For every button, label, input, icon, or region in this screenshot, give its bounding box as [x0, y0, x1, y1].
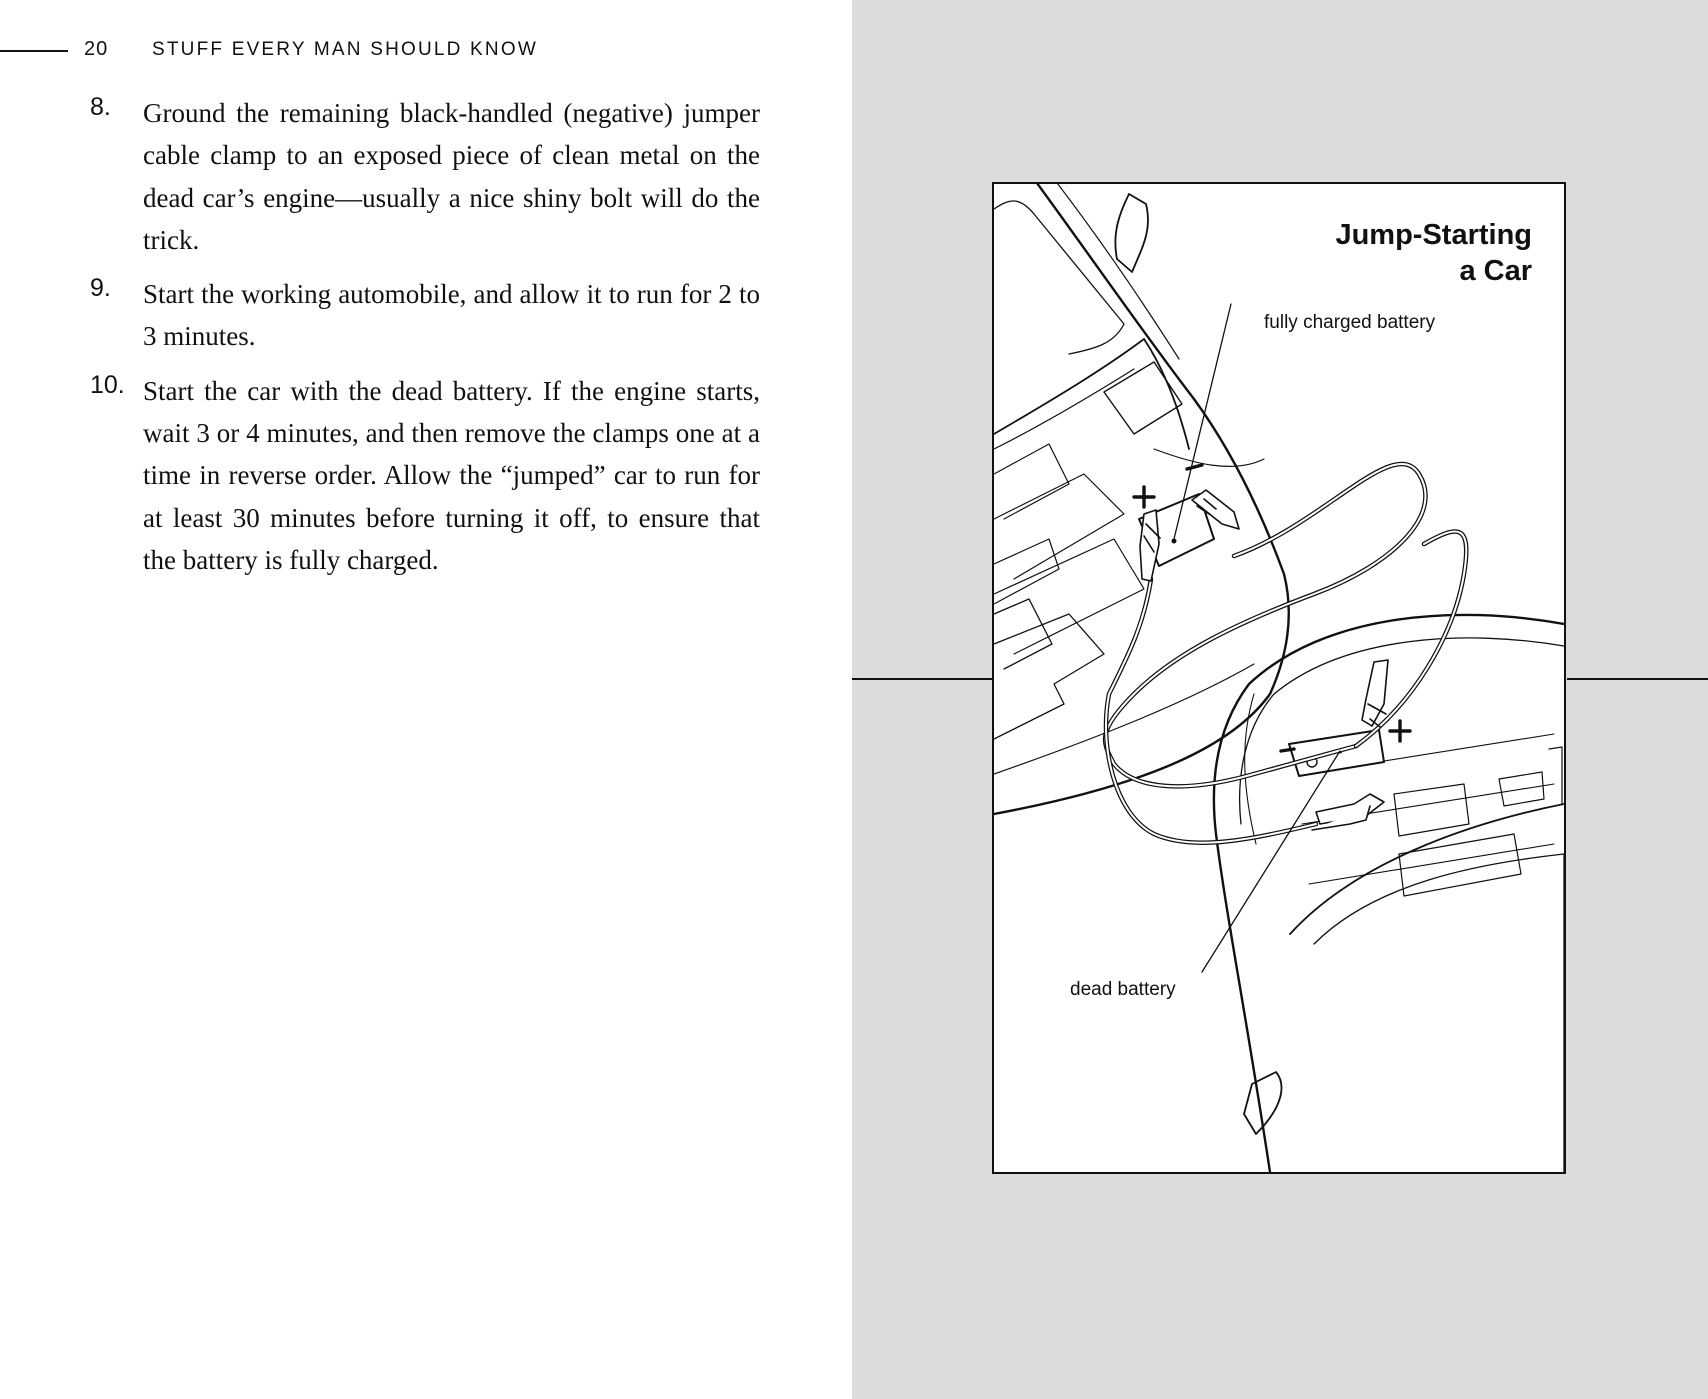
step-number: 8.	[90, 93, 111, 121]
label-fully-charged-battery: fully charged battery	[1264, 312, 1436, 333]
divider-rule-right	[1567, 678, 1708, 680]
divider-rule-left	[852, 678, 994, 680]
working-car	[994, 184, 1289, 814]
running-head: STUFF EVERY MAN SHOULD KNOW	[152, 39, 538, 60]
illustration-title: Jump-Starting a Car	[1335, 219, 1532, 287]
label-dead-battery: dead battery	[1070, 979, 1176, 1000]
step-text: Ground the remaining black-handled (negative) jumper cable clamp to an exposed piece of clean metal on the dead car’s engine—usually a nice shiny bolt will do the trick.	[143, 98, 760, 255]
step-9	[90, 273, 760, 358]
step-text: Start the working automobile, and allow it to run for 2 to 3 minutes.	[143, 279, 760, 352]
step-number: 10.	[90, 370, 125, 399]
steps-list	[90, 92, 760, 593]
left-page	[0, 0, 852, 1399]
step-8	[90, 92, 760, 261]
step-number: 9.	[90, 274, 111, 303]
page-number: 20	[84, 38, 109, 60]
step-10	[90, 370, 760, 581]
step-text: Start the car with the dead battery. If the engine starts, wait 3 or 4 minutes, and then remove the clamps one at a time in reverse order. Allow the “jumped” car to run for at least 30 minutes before turning it off, to ensure that the battery is fully charged.	[143, 375, 760, 575]
header-rule	[0, 50, 68, 52]
jump-start-illustration	[992, 182, 1566, 1174]
